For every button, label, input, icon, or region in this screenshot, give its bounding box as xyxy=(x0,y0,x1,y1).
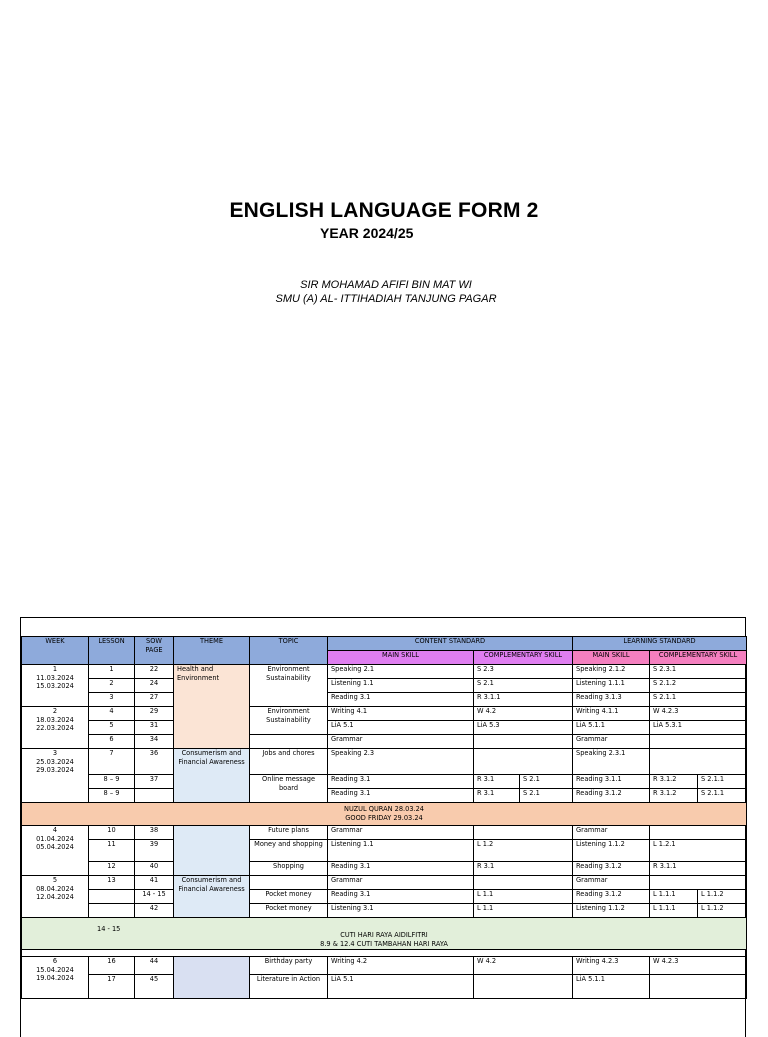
sow-page-cell: 14 - 15 xyxy=(135,890,174,904)
lesson-cell: 17 xyxy=(89,975,135,999)
ls-comp-cell: S 2.1.1 xyxy=(650,693,747,707)
cs-comp-cell xyxy=(474,735,573,749)
topic-cell: Jobs and chores xyxy=(250,749,328,775)
topic-cell: Birthday party xyxy=(250,957,328,975)
holiday-row xyxy=(22,803,747,826)
cs-comp-cell: R 3.1.1 xyxy=(474,693,573,707)
sow-page-cell: 22 xyxy=(135,665,174,679)
sow-page-cell: 44 xyxy=(135,957,174,975)
header-lesson: LESSON xyxy=(89,637,135,665)
ls-comp-cell xyxy=(650,735,747,749)
header-ls-main-skill: MAIN SKILL xyxy=(573,651,650,665)
holiday-line: NUZUL QURAN 28.03.24 xyxy=(344,805,425,813)
cs-comp2-cell: S 2.1 xyxy=(520,789,573,803)
header-learning-standard: LEARNING STANDARD xyxy=(573,637,747,651)
holiday-line: GOOD FRIDAY 29.03.24 xyxy=(345,813,423,822)
table-row xyxy=(22,862,747,876)
cs-main-cell: Listening 1.1 xyxy=(328,679,474,693)
ls-main-cell: Reading 3.1.2 xyxy=(573,890,650,904)
table-row xyxy=(22,749,747,775)
header-cs-complementary-skill: COMPLEMENTARY SKILL xyxy=(474,651,573,665)
sow-page-cell: 27 xyxy=(135,693,174,707)
week-end-date: 12.04.2024 xyxy=(36,893,74,901)
cs-comp-cell: L 1.1 xyxy=(474,890,573,904)
topic-cell: Future plans xyxy=(250,826,328,840)
ls-comp-cell xyxy=(650,749,747,775)
document-title: ENGLISH LANGUAGE FORM 2 xyxy=(229,199,539,222)
holiday-cell xyxy=(22,918,747,950)
ls-main-cell: Grammar xyxy=(573,735,650,749)
topic-cell: Environment Sustainability xyxy=(250,707,328,735)
cs-comp-cell: LiA 5.3 xyxy=(474,721,573,735)
sow-page-cell: 40 xyxy=(135,862,174,876)
header-content-standard: CONTENT STANDARD xyxy=(328,637,573,651)
cs-main-cell: Listening 1.1 xyxy=(328,840,474,862)
week-number: 5 xyxy=(52,876,58,884)
table-row xyxy=(22,721,747,735)
header-topic: TOPIC xyxy=(250,637,328,665)
ls-main-cell: Reading 3.1.2 xyxy=(573,862,650,876)
week-start-date: 11.03.2024 xyxy=(36,673,74,682)
cs-comp-cell: R 3.1 xyxy=(474,775,520,789)
ls-comp-cell xyxy=(650,975,747,999)
table-row xyxy=(22,775,747,789)
week-cell xyxy=(22,826,89,876)
ls-comp-cell: R 3.1.1 xyxy=(650,862,747,876)
lesson-cell: 2 xyxy=(89,679,135,693)
ls-comp2-cell: L 1.1.2 xyxy=(698,890,747,904)
sow-page-cell: 37 xyxy=(135,775,174,789)
sow-page-cell: 24 xyxy=(135,679,174,693)
cs-main-cell: Writing 4.1 xyxy=(328,707,474,721)
lesson-cell: 7 xyxy=(89,749,135,775)
topic-cell: Literature in Action xyxy=(250,975,328,999)
cs-comp2-cell: S 2.1 xyxy=(520,775,573,789)
sow-page-cell: 29 xyxy=(135,707,174,721)
table-row xyxy=(22,826,747,840)
ls-comp-cell: L 1.1.1 xyxy=(650,890,698,904)
scheme-of-work-table xyxy=(21,636,747,999)
holiday-line: CUTI HARI RAYA AIDILFITRI xyxy=(340,931,428,939)
cs-main-cell: Grammar xyxy=(328,735,474,749)
header-week: WEEK xyxy=(22,637,89,665)
cs-comp-cell: R 3.1 xyxy=(474,862,573,876)
sow-page-cell xyxy=(135,789,174,803)
ls-comp-cell: R 3.1.2 xyxy=(650,775,698,789)
ls-main-cell: LiA 5.1.1 xyxy=(573,721,650,735)
sow-page-cell: 38 xyxy=(135,826,174,840)
table-row xyxy=(22,876,747,890)
ls-comp-cell xyxy=(650,826,747,840)
lesson-cell: 8 – 9 xyxy=(89,775,135,789)
table-row xyxy=(22,904,747,918)
lesson-cell: 13 xyxy=(89,876,135,890)
lesson-cell: 11 xyxy=(89,840,135,862)
week-start-date: 18.03.2024 xyxy=(36,715,74,724)
lesson-cell: 4 xyxy=(89,707,135,721)
cs-comp-cell: W 4.2 xyxy=(474,957,573,975)
header-theme: THEME xyxy=(174,637,250,665)
week-number: 3 xyxy=(52,749,58,757)
cs-main-cell: Grammar xyxy=(328,876,474,890)
ls-comp-cell: L 1.2.1 xyxy=(650,840,747,862)
week-number: 4 xyxy=(52,826,58,834)
cs-main-cell: Reading 3.1 xyxy=(328,862,474,876)
cs-main-cell: Listening 3.1 xyxy=(328,904,474,918)
ls-comp-cell: W 4.2.3 xyxy=(650,707,747,721)
cs-main-cell: Reading 3.1 xyxy=(328,775,474,789)
topic-cell: Environment Sustainability xyxy=(250,665,328,707)
lesson-cell: 8 – 9 xyxy=(89,789,135,803)
ls-comp-cell: R 3.1.2 xyxy=(650,789,698,803)
table-row xyxy=(22,957,747,975)
cs-main-cell: Speaking 2.1 xyxy=(328,665,474,679)
table-row xyxy=(22,950,747,957)
theme-cell: Consumerism and Financial Awareness xyxy=(174,749,250,803)
header-sow-page: SOW PAGE xyxy=(135,637,174,665)
week-number: 2 xyxy=(52,707,58,715)
week-start-date: 08.04.2024 xyxy=(36,884,74,893)
document-year: YEAR 2024/25 xyxy=(320,225,414,241)
sow-page-cell: 41 xyxy=(135,876,174,890)
week-start-date: 15.04.2024 xyxy=(36,965,74,974)
week-cell xyxy=(22,665,89,707)
ls-main-cell: Reading 3.1.2 xyxy=(573,789,650,803)
cs-main-cell: Reading 3.1 xyxy=(328,890,474,904)
theme-cell: Health and Environment xyxy=(174,665,250,749)
week-end-date: 05.04.2024 xyxy=(36,843,74,851)
scheme-of-work-table-frame xyxy=(20,617,746,1037)
cs-comp-cell xyxy=(474,826,573,840)
table-row xyxy=(22,693,747,707)
header-ls-complementary-skill: COMPLEMENTARY SKILL xyxy=(650,651,747,665)
ls-main-cell: LiA 5.1.1 xyxy=(573,975,650,999)
ls-comp2-cell: L 1.1.2 xyxy=(698,904,747,918)
cs-main-cell: Speaking 2.3 xyxy=(328,749,474,775)
lesson-cell: 5 xyxy=(89,721,135,735)
lesson-cell: 16 xyxy=(89,957,135,975)
topic-cell: Pocket money xyxy=(250,890,328,904)
lesson-cell: 3 xyxy=(89,693,135,707)
table-row xyxy=(22,735,747,749)
topic-cell: Shopping xyxy=(250,862,328,876)
sow-page-cell: 36 xyxy=(135,749,174,775)
topic-cell-empty xyxy=(250,735,328,749)
school-name: SMU (A) AL- ITTIHADIAH TANJUNG PAGAR xyxy=(275,293,497,305)
topic-cell: Pocket money xyxy=(250,904,328,918)
sow-page-cell: 31 xyxy=(135,721,174,735)
table-row xyxy=(22,665,747,679)
holiday-line: 8.9 & 12.4 CUTI TAMBAHAN HARI RAYA xyxy=(320,939,448,948)
week-cell xyxy=(22,957,89,999)
cs-main-cell: LiA 5.1 xyxy=(328,721,474,735)
ls-comp2-cell: S 2.1.1 xyxy=(698,789,747,803)
ls-main-cell: Grammar xyxy=(573,876,650,890)
week-number: 1 xyxy=(52,665,58,673)
ls-main-cell: Speaking 2.1.2 xyxy=(573,665,650,679)
stray-lesson-note: 14 - 15 xyxy=(97,925,121,933)
table-header-row xyxy=(22,637,747,651)
cs-main-cell: Reading 3.1 xyxy=(328,789,474,803)
ls-main-cell: Listening 1.1.2 xyxy=(573,840,650,862)
sow-page-cell: 39 xyxy=(135,840,174,862)
topic-cell: Online message board xyxy=(250,775,328,803)
ls-comp-cell xyxy=(650,876,747,890)
table-row xyxy=(22,975,747,999)
cs-comp-cell: L 1.2 xyxy=(474,840,573,862)
lesson-cell: 6 xyxy=(89,735,135,749)
ls-main-cell: Listening 1.1.2 xyxy=(573,904,650,918)
header-cs-main-skill: MAIN SKILL xyxy=(328,651,474,665)
theme-cell: Consumerism and Financial Awareness xyxy=(174,876,250,918)
ls-comp-cell: LiA 5.3.1 xyxy=(650,721,747,735)
week-number: 6 xyxy=(52,957,58,965)
ls-comp-cell: L 1.1.1 xyxy=(650,904,698,918)
cs-comp-cell: W 4.2 xyxy=(474,707,573,721)
sow-page-cell: 34 xyxy=(135,735,174,749)
topic-cell-empty xyxy=(250,876,328,890)
cs-comp-cell xyxy=(474,975,573,999)
holiday-cell xyxy=(22,803,747,826)
cs-main-cell: Reading 3.1 xyxy=(328,693,474,707)
ls-main-cell: Reading 3.1.1 xyxy=(573,775,650,789)
lesson-cell: 10 xyxy=(89,826,135,840)
theme-cell-empty xyxy=(174,957,250,999)
sow-page-cell: 42 xyxy=(135,904,174,918)
theme-cell-empty xyxy=(174,826,250,876)
ls-main-cell: Speaking 2.3.1 xyxy=(573,749,650,775)
sow-page-cell: 45 xyxy=(135,975,174,999)
ls-main-cell: Reading 3.1.3 xyxy=(573,693,650,707)
week-end-date: 15.03.2024 xyxy=(36,682,74,690)
ls-comp2-cell: S 2.1.1 xyxy=(698,775,747,789)
ls-main-cell: Writing 4.1.1 xyxy=(573,707,650,721)
cs-comp-cell: R 3.1 xyxy=(474,789,520,803)
lesson-cell xyxy=(89,890,135,904)
week-start-date: 01.04.2024 xyxy=(36,834,74,843)
week-end-date: 29.03.2024 xyxy=(36,766,74,774)
lesson-cell: 1 xyxy=(89,665,135,679)
cs-main-cell: Grammar xyxy=(328,826,474,840)
topic-cell: Money and shopping xyxy=(250,840,328,862)
week-end-date: 19.04.2024 xyxy=(36,974,74,982)
holiday-row xyxy=(22,918,747,950)
lesson-cell xyxy=(89,904,135,918)
ls-main-cell: Listening 1.1.1 xyxy=(573,679,650,693)
cs-comp-cell: S 2.1 xyxy=(474,679,573,693)
table-row xyxy=(22,707,747,721)
cs-comp-cell xyxy=(474,876,573,890)
lesson-cell: 12 xyxy=(89,862,135,876)
table-row xyxy=(22,890,747,904)
week-cell xyxy=(22,707,89,749)
ls-comp-cell: W 4.2.3 xyxy=(650,957,747,975)
cs-main-cell: LiA 5.1 xyxy=(328,975,474,999)
week-cell xyxy=(22,749,89,803)
week-end-date: 22.03.2024 xyxy=(36,724,74,732)
cs-comp-cell: S 2.3 xyxy=(474,665,573,679)
table-row xyxy=(22,840,747,862)
ls-comp-cell: S 2.1.2 xyxy=(650,679,747,693)
teacher-name: SIR MOHAMAD AFIFI BIN MAT WI xyxy=(300,279,472,291)
week-cell xyxy=(22,876,89,918)
table-row xyxy=(22,789,747,803)
ls-main-cell: Grammar xyxy=(573,826,650,840)
cs-comp-cell xyxy=(474,749,573,775)
ls-main-cell: Writing 4.2.3 xyxy=(573,957,650,975)
table-row xyxy=(22,679,747,693)
week-start-date: 25.03.2024 xyxy=(36,757,74,766)
cs-main-cell: Writing 4.2 xyxy=(328,957,474,975)
ls-comp-cell: S 2.3.1 xyxy=(650,665,747,679)
cs-comp-cell: L 1.1 xyxy=(474,904,573,918)
